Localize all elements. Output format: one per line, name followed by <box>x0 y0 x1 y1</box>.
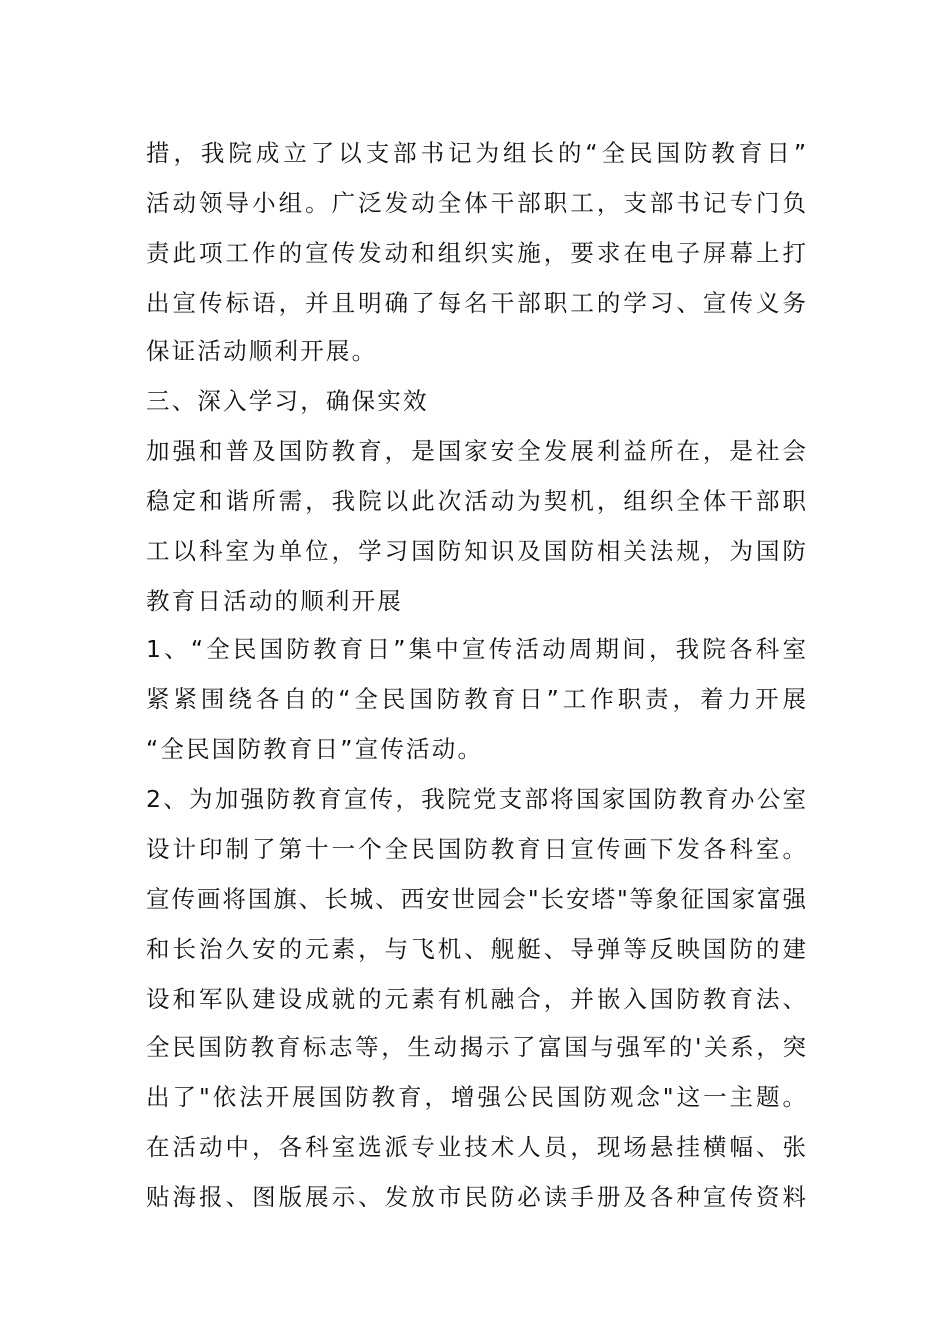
text-line: 加强和普及国防教育，是国家安全发展利益所在，是社会 <box>146 437 806 465</box>
text-line: 保证活动顺利开展。 <box>146 337 378 365</box>
text-line: 出宣传标语，并且明确了每名干部职工的学习、宣传义务 <box>146 289 806 317</box>
text-line: 和长治久安的元素，与飞机、舰艇、导弹等反映国防的建 <box>146 935 806 963</box>
text-line: 工以科室为单位，学习国防知识及国防相关法规，为国防 <box>146 537 806 565</box>
text-line: “全民国防教育日”宣传活动。 <box>146 735 484 763</box>
text-line: 1、“全民国防教育日”集中宣传活动周期间，我院各科室 <box>146 635 806 663</box>
text-line: 出了"依法开展国防教育，增强公民国防观念"这一主题。 <box>146 1083 806 1111</box>
text-line: 紧紧围绕各自的“全民国防教育日”工作职责，着力开展 <box>146 685 806 713</box>
text-line: 设计印制了第十一个全民国防教育日宣传画下发各科室。 <box>146 835 806 863</box>
text-line: 在活动中，各科室选派专业技术人员，现场悬挂横幅、张 <box>146 1133 806 1161</box>
text-line: 措，我院成立了以支部书记为组长的“全民国防教育日” <box>146 139 806 167</box>
text-line: 责此项工作的宣传发动和组织实施，要求在电子屏幕上打 <box>146 239 806 267</box>
text-line: 设和军队建设成就的元素有机融合，并嵌入国防教育法、 <box>146 985 806 1013</box>
text-line: 教育日活动的顺利开展 <box>146 587 403 615</box>
text-line: 稳定和谐所需，我院以此次活动为契机，组织全体干部职 <box>146 487 806 515</box>
text-line: 2、为加强防教育宣传，我院党支部将国家国防教育办公室 <box>146 785 806 813</box>
section-heading: 三、深入学习，确保实效 <box>146 387 429 415</box>
text-line: 贴海报、图版展示、发放市民防必读手册及各种宣传资料 <box>146 1183 806 1211</box>
text-line: 活动领导小组。广泛发动全体干部职工，支部书记专门负 <box>146 189 806 217</box>
text-line: 宣传画将国旗、长城、西安世园会"长安塔"等象征国家富强 <box>146 885 806 913</box>
text-line: 全民国防教育标志等，生动揭示了富国与强军的'关系，突 <box>146 1033 806 1061</box>
